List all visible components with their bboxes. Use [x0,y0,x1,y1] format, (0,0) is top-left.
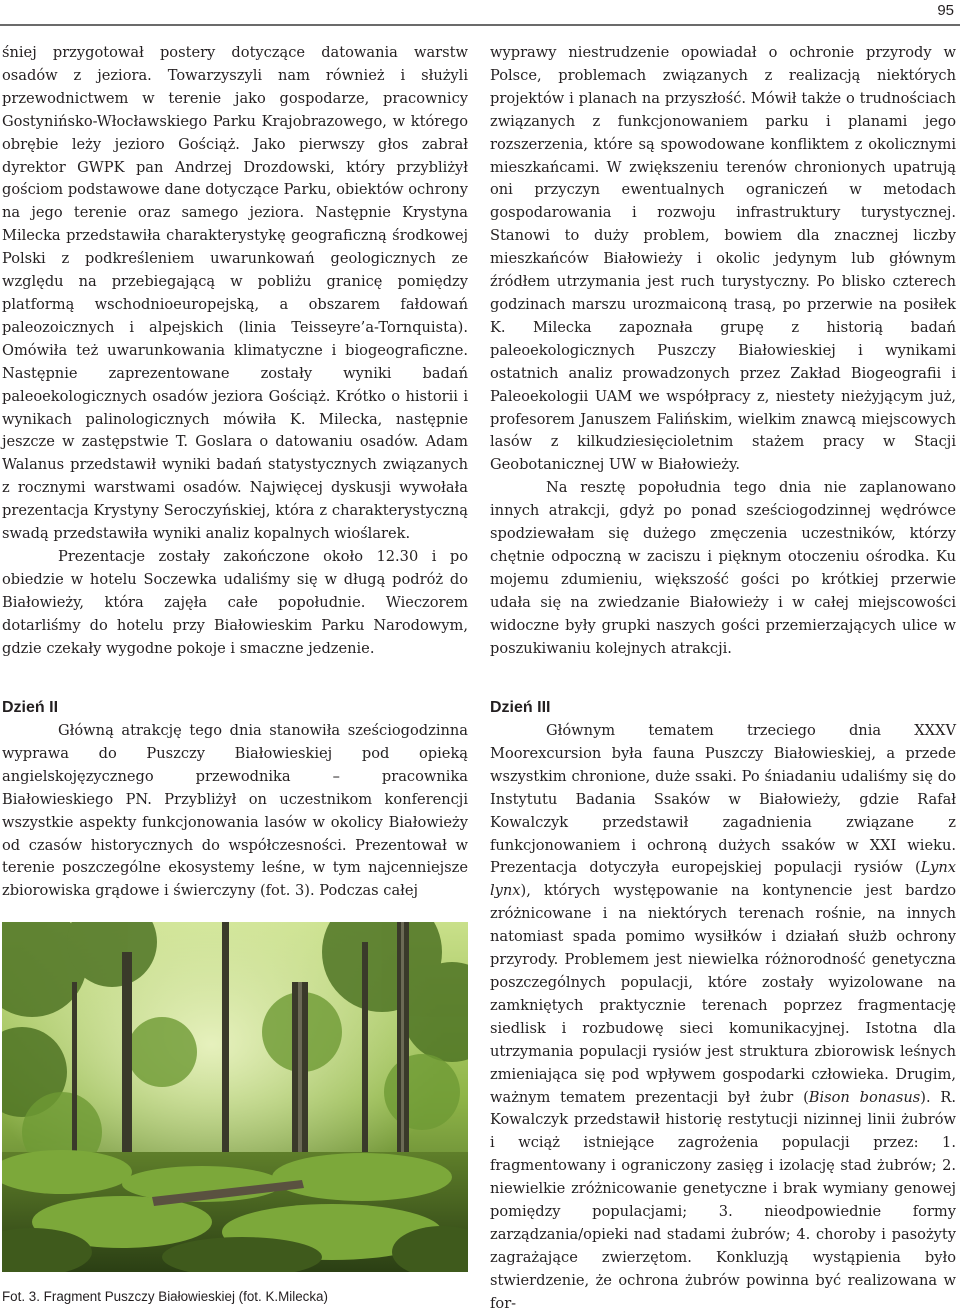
section-heading-day2: Dzień II [2,699,59,716]
text-run: Głównym tematem trzeciego dnia XXXV Moorexcursion była fauna Puszczy Białowieskiej, a przede wszystkim chronione, duże ssaki. Po śniadaniu udaliśmy się do Instytutu Badania Ssaków w Białowieży, gdzie Rafał Kowalczyk przedstawił zagadnienia związane z funkcjonowaniem i ochroną dużych ssaków w XXI wieku. Prezentacja dotyczyła europejskiej populacji rysiów ( [490,722,956,877]
text-run: ). R. Kowalczyk przedstawił historię restytucji nizinnej linii żubrów i wciąż istniejące zagrożenia populacji przez: 1. fragmentowany i ograniczony zasięg i izolację stad żubrów; 2. niewielkie zróżnicowanie genetyczne i brak wymiany genowej pomiędzy populacjami; 3. nieodpowiednie formy zarządzania/opieki nad stadami żubrów; 4. choroby i pasożyty zagrażające zwierzętom. Konkluzją wystąpienia było stwierdzenie, że ochrona żubrów powinna być realizowana w for- [490,1088,957,1312]
paragraph: wyprawy niestrudzenie opowiadał o ochronie przyrody w Polsce, problemach związanych z realizacją niektórych projektów i planach na przyszłość. Mówił także o trudnościach związanych z funkcjonowaniem parku i planami jego rozszerzenia, które są spowodowane konfliktem z okolicznymi mieszkańcami. W zwiększeniu terenów chronionych upatrują oni przyczyn ewentualnych ograniczeń w metodach gospodarowania i rozwoju infrastruktury turystycznej. Stanowi to duży problem, bowiem dla znacznej liczby mieszkańców Białowieży i okolic jedynym lub głównym źródłem utrzymania jest ruch turystyczny. Po blisko czterech godzinach marszu urozmaiconą trasą, po przerwie na posiłek K. Milecka zapoznała grupę z historią badań paleoekologicznych Puszczy Białowieskiej i wynikami ostatnich analiz prowadzonych przez Zakład Biogeografii i Paleoekologii UAM we współpracy z, niestety nieżyjącym już, profesorem Januszem Falińskim, wielkim znawcą miejscowych lasów z kilkudziesięcioletnim stażem pracy w Stacji Geobotanicznej UW w Białowieży. [490,44,956,474]
paragraph: Na resztę popołudnia tego dnia nie zaplanowano innych atrakcji, gdyż po ponad sześciogodzinnej wędrówce spodziewałam się dużego zmęczenia uczestników, którzy chętnie odpoczną w zaciszu i pięknym otoczeniu ośrodka. Ku mojemu zdumieniu, większość gości po krótkiej przerwie udała się na zwiedzanie Białowieży i w całej miejscowości widoczne były grupki naszych gości przemierzających ulice w poszukiwaniu kolejnych atrakcji. [490,479,956,657]
day3-text [490,720,956,1316]
paragraph: Prezentacje zostały zakończone około 12.30 i po obiedzie w hotelu Soczewka udaliśmy się w długą podróż do Białowieży, która zajęła całe popołudnie. Wieczorem dotarliśmy do hotelu przy Białowieskim Parku Narodowym, gdzie czekały wygodne pokoje i smaczne jedzenie. [2,547,468,657]
forest-photo-illustration [2,922,468,1272]
paragraph: Główną atrakcję tego dnia stanowiła sześciogodzinna wyprawa do Puszczy Białowieskiej pod opieką angielskojęzycznego przewodnika – pracownika Białowieskiego PN. Przybliżył on uczestnikom konferencji wszystkie aspekty funkcjonowania lasów w okolicy Białowieży od czasów historycznych do współczesności. Prezentował w terenie poszczególne ekosystemy leśne, w tym najcenniejsze zbiorowiska grądowe i świerczyny (fot. 3). Podczas całej [2,722,468,900]
text-run: ), których występowanie na kontynencie jest bardzo zróżnicowane i na niektórych terenach rośnie, na innych natomiast spada pomimo wysiłków i działań służb ochrony przyrody. Problemem jest niewielka różnorodność genetyczna poszczególnych populacji, które zostały wyizolowane na zamkniętych praktycznie terenach poprzez fragmentację siedlisk i rozbudowę sieci komunikacyjnej. Istotna dla utrzymania populacji rysiów jest struktura zbiorowisk leśnych zmieniająca się pod wpływem gospodarki człowieka. Drugim, ważnym tematem prezentacji był żubr ( [490,882,956,1106]
left-column-text [2,42,468,660]
day2-text [2,720,468,903]
latin-name: Bison bonasus [808,1088,921,1106]
paragraph: śniej przygotował postery dotyczące datowania warstw osadów z jeziora. Towarzyszyli nam również i służyli przewodnictwem w terenie jako gospodarze, pracownicy Gostynińsko-Włocławskiego Parku Krajobrazowego, w którego obrębie leży jezioro Gościąż. Jako pierwszy głos zabrał dyrektor GWPK pan Andrzej Drozdowski, który przybliżył gościom podstawowe dane dotyczące Parku, obiektów ochrony na jego terenie oraz samego jeziora. Następnie Krystyna Milecka przedstawiła charakterystykę geograficzną środkowej Polski z podkreśleniem uwarunkowań geologicznych ze względu na przebiegającą w pobliżu granicę pomiędzy platformą wschodnioeuropejską, a obszarem fałdowań paleozoicznych i alpejskich (linia Teisseyre’a-Tornquista). Omówiła też uwarunkowania klimatyczne i biogeograficzne. Następnie zaprezentowane zostały wyniki badań paleoekologicznych osadów jeziora Gościąż. Krótko o historii i wynikach palinologicznych mówiła K. Milecka, następnie jeszcze w zastępstwie T. Goslara o datowaniu osadów. Adam Walanus przedstawił wyniki badań statystycznych związanych z rocznymi warstwami osadów. Najwięcej dyskusji wywołała prezentacja Krystyny Seroczyńskiej, która z charakterystyczną swadą przedstawiła wyniki analiz kopalnych wioślarek. [2,44,468,543]
section-heading-day3: Dzień III [490,699,551,716]
paragraph [490,720,956,1316]
photo-caption: Fot. 3. Fragment Puszczy Białowieskiej (fot. K.Milecka) [2,1289,328,1304]
right-column-text [490,42,956,660]
latin-name: Lynx lynx [490,859,956,900]
page-number: 95 [937,2,954,19]
forest-photo [2,922,468,1272]
header-rule [0,24,960,26]
